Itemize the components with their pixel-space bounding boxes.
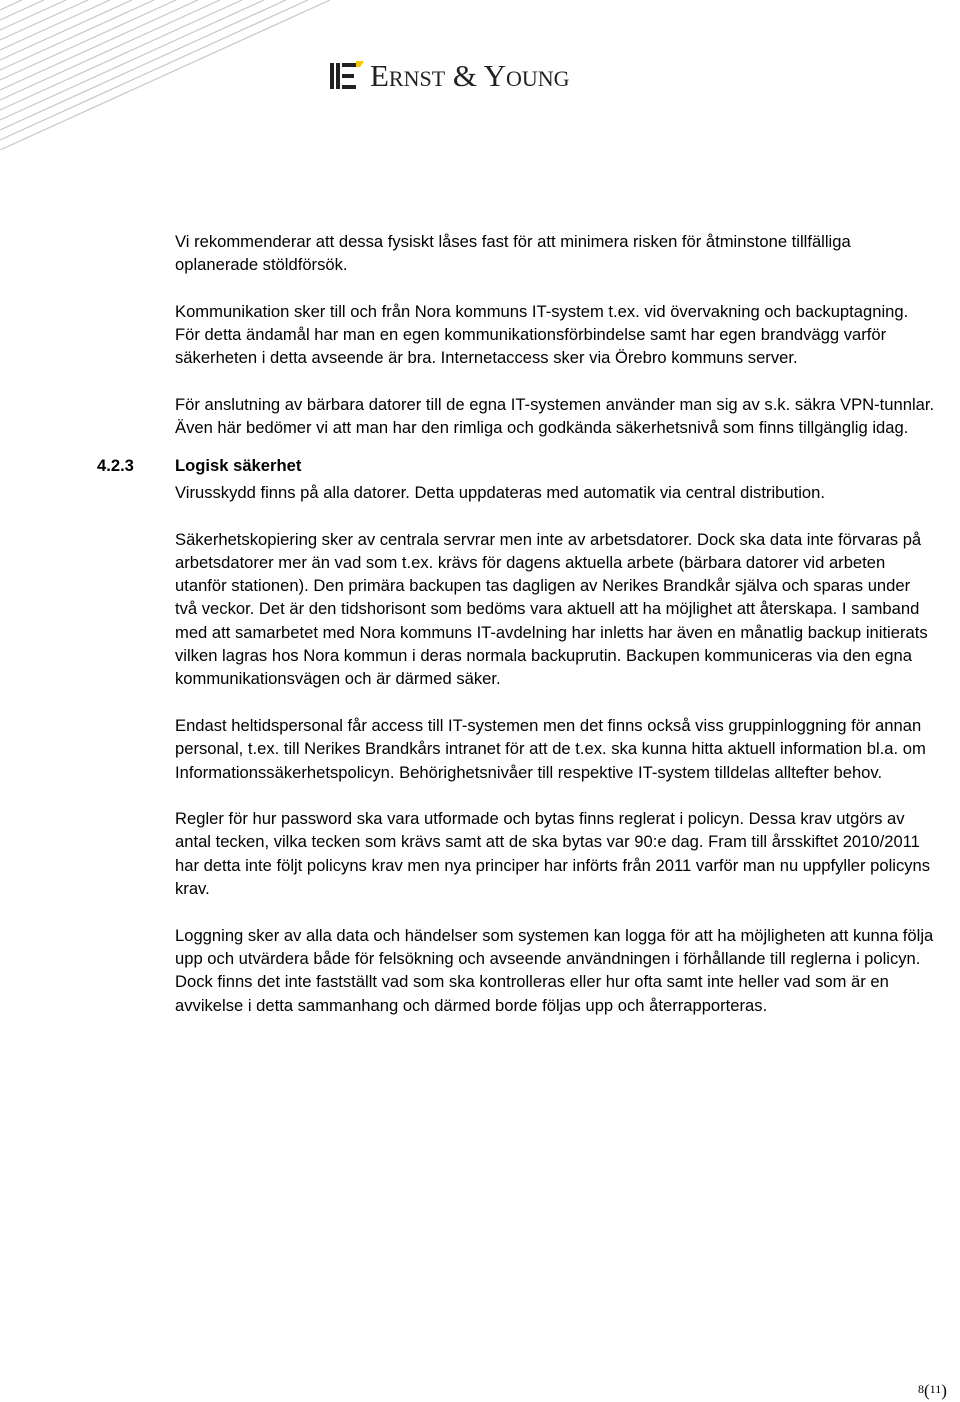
paragraph: Loggning sker av alla data och händelser som systemen kan logga för att ha möjligheten att kunna följa upp och utvärdera både för felsökning och avseende användningen i förhållande till reglerna i policyn. Dock finns det inte fastställt vad som ska kontrolleras eller hur ofta samt inte heller vad som är en avvikelse i detta sammanhang och därmed borde följas upp och återrapporteras. xyxy=(175,925,934,1015)
paragraph: Virusskydd finns på alla datorer. Detta uppdateras med automatik via central distribution. xyxy=(175,482,825,502)
section-number: 4.2.3 xyxy=(97,455,134,475)
ey-logo-icon xyxy=(330,61,364,91)
paragraph: Regler för hur password ska vara utformade och bytas finns reglerat i policyn. Dessa krav utgörs av antal tecken, vilka tecken som krävs samt att de ska bytas var 90:e dag. Fram till årsskiftet 2010/2011 har detta inte följt policyns krav men nya principer har införts från 2011 varför man nu uppfyller policyns krav. xyxy=(175,809,931,899)
paragraph: Säkerhetskopiering sker av centrala servrar men inte av arbetsdatorer. Dock ska data inte förvaras på arbetsdatorer mer än vad som t.ex. krävs för dagens aktuella arbete (bärbara datorer vid arbeten utanför stationen). Den primära backupen tas dagligen av Nerikes Brandkår själva och sparas under två veckor. Det är den tidshorisont som bedöms vara aktuell att ha möjlighet att återskapa. I samband med att samarbetet med Nora kommuns IT-avdelning har inletts har även en månatlig backup initierats vilken lagras hos Nora kommun i deras normala backuprutin. Backupen kommuniceras via den egna kommunikationsvägen och är därmed säker. xyxy=(175,529,928,689)
paragraph: För anslutning av bärbara datorer till de egna IT-systemen använder man sig av s.k. säkra VPN-tunnlar. Även här bedömer vi att man har den rimliga och godkända säkerhetsnivå som finns tillgänglig idag. xyxy=(175,395,935,438)
section-heading xyxy=(97,454,935,477)
decorative-corner-lines xyxy=(0,0,330,150)
paragraph: Vi rekommenderar att dessa fysiskt låses fast för att minimera risken för åtminstone tillfälliga oplanerade stöldförsök. xyxy=(175,232,851,275)
section-title: Logisk säkerhet xyxy=(175,455,302,475)
paragraph: Endast heltidspersonal får access till IT-systemen men det finns också viss gruppinloggning för annan personal, t.ex. till Nerikes Brandkårs intranet för att de t.ex. ska kunna hitta aktuell information bl.a. om Informationssäkerhetspolicyn. Behörighetsnivåer till respektive IT-system tilldelas alltefter behov. xyxy=(175,715,926,782)
paragraph: Kommunikation sker till och från Nora kommuns IT-system t.ex. vid övervakning och backuptagning. För detta ändamål har man en egen kommunikationsförbindelse samt har egen brandvägg varför säkerheten i detta avseende är bra. Internetaccess sker via Örebro kommuns server. xyxy=(175,301,909,368)
current-page: 8 xyxy=(918,1382,924,1396)
total-pages: 11 xyxy=(929,1382,942,1396)
page-number: 8(11) xyxy=(918,1381,947,1400)
company-logo xyxy=(330,60,570,91)
logo-text: Ernst & Young xyxy=(370,58,570,93)
document-body xyxy=(97,230,935,1040)
